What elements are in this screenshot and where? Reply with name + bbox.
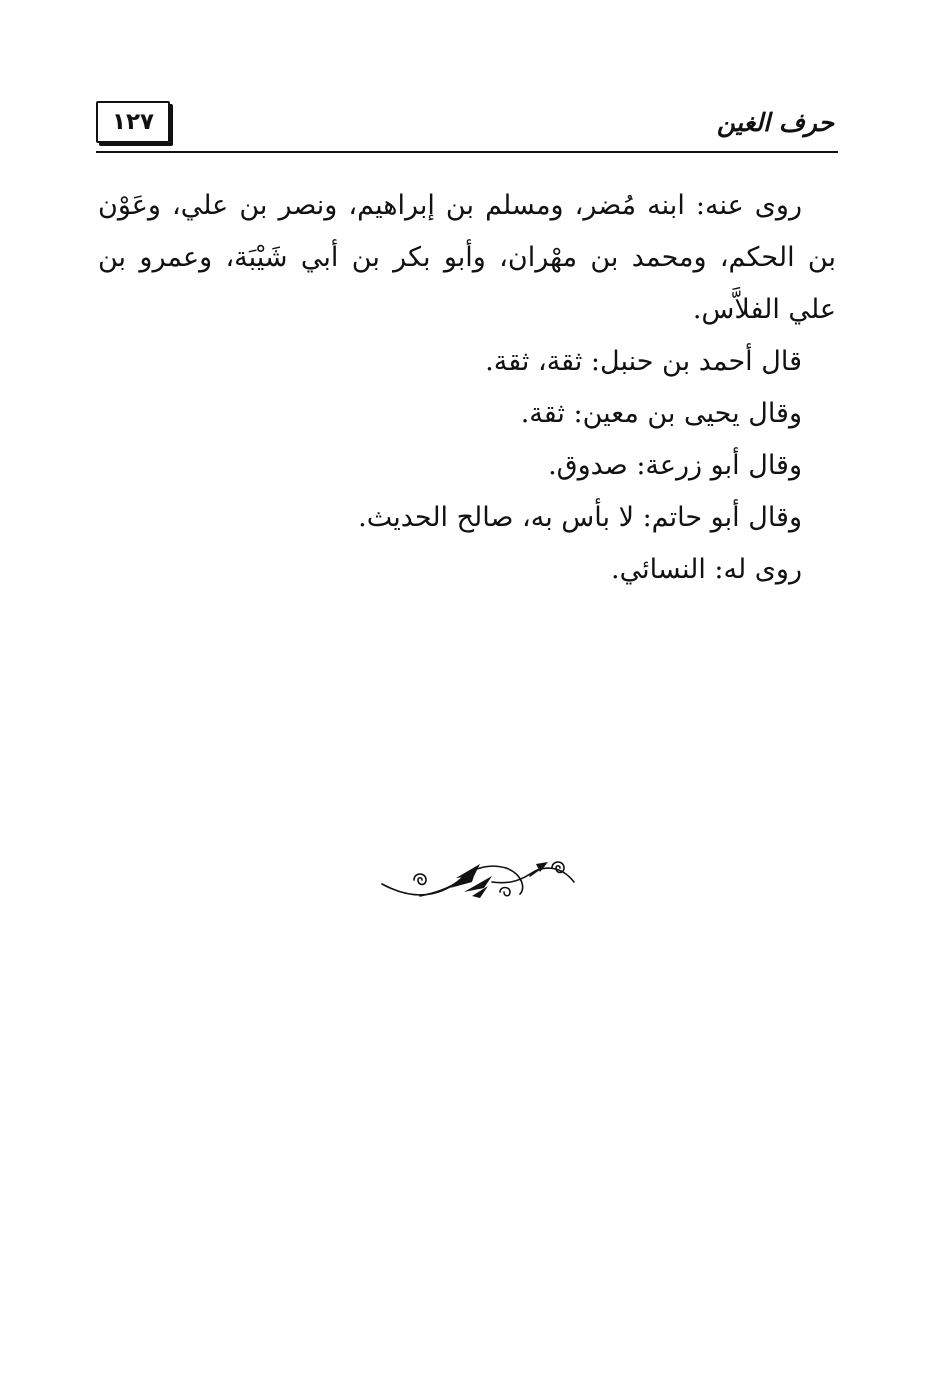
- page-header: [96, 96, 838, 156]
- text-line-riwaya: روى له: النسائي.: [611, 554, 802, 585]
- text-line-ahmad: قال أحمد بن حنبل: ثقة، ثقة.: [485, 346, 802, 377]
- header-divider: [96, 151, 838, 153]
- page-number: ١٢٧: [96, 101, 170, 143]
- biography-text: [98, 180, 836, 596]
- text-line-yahya: وقال يحيى بن معين: ثقة.: [520, 398, 802, 429]
- text-line-abu-zura: وقال أبو زرعة: صدوق.: [548, 450, 802, 481]
- running-title: حرف الغين: [716, 108, 834, 137]
- text-line-abu-hatim: وقال أبو حاتم: لا بأس به، صالح الحديث.: [358, 502, 802, 533]
- narrators-paragraph: روى عنه: ابنه مُضر، ومسلم بن إبراهيم، ونصر بن علي، وعَوْن بن الحكم، ومحمد بن مهْران، وأبو بكر بن أبي شَيْبَة، وعمرو بن علي الفلاَّس.: [98, 190, 836, 325]
- floral-divider-icon: [380, 852, 576, 908]
